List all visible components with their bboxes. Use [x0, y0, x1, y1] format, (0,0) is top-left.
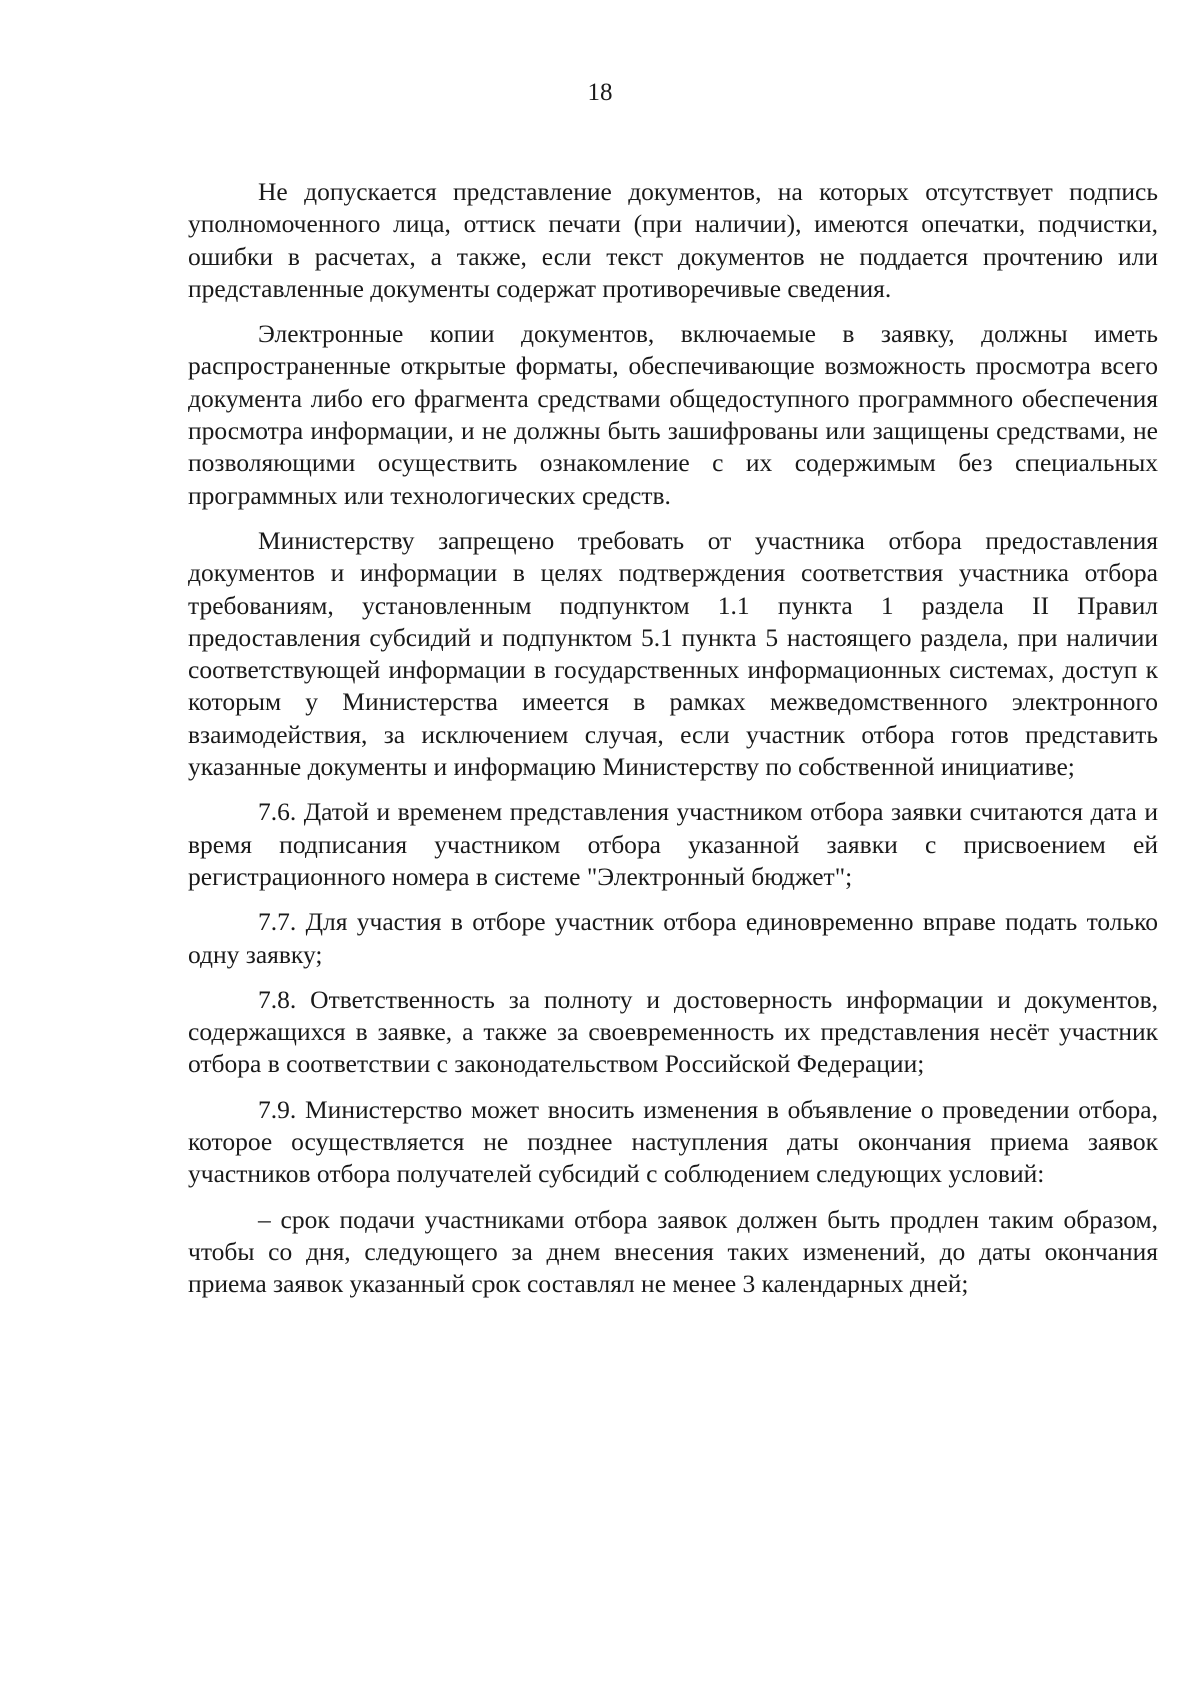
paragraph-7-7: 7.7. Для участия в отборе участник отбора единовременно вправе подать только одну заявку;	[188, 907, 1158, 969]
paragraph-electronic-copies: Электронные копии документов, включаемые в заявку, должны иметь распространенные открытые форматы, обеспечивающие возможность просмотра всего документа либо его фрагмента средствами общедоступного программного обеспечения просмотра информации, и не должны быть зашифрованы или защищены средствами, не позволяющими осуществить ознакомление с их содержимым без специальных программных или технологических средств.	[188, 319, 1158, 510]
paragraph-ministry-prohibition: Министерству запрещено требовать от участника отбора предоставления документов и информации в целях подтверждения соответствия участника отбора требованиям, установленным подпунктом 1.1 пункта 1 раздела II Правил предоставления субсидий и подпунктом 5.1 пункта 5 настоящего раздела, при наличии соответствующей информации в государственных информационных системах, доступ к которым у Министерства имеется в рамках межведомственного электронного взаимодействия, за исключением случая, если участник отбора готов представить указанные документы и информацию Министерству по собственной инициативе;	[188, 525, 1158, 782]
paragraph-signature-requirements: Не допускается представление документов, на которых отсутствует подпись уполномоченного лица, оттиск печати (при наличии), имеются опечатки, подчистки, ошибки в расчетах, а также, если текст документов не поддается прочтению или представленные документы содержат противоречивые сведения.	[188, 177, 1158, 303]
paragraph-7-6: 7.6. Датой и временем представления участником отбора заявки считаются дата и время подписания участником отбора указанной заявки с присвоением ей регистрационного номера в системе "Электронный бюджет";	[188, 797, 1158, 891]
page-number: 18	[587, 79, 613, 106]
list-item-deadline-extension: – срок подачи участниками отбора заявок должен быть продлен таким образом, чтобы со дня, следующего за днем внесения таких изменений, до даты окончания приема заявок указанный срок составлял не менее 3 календарных дней;	[188, 1204, 1158, 1299]
paragraph-7-9: 7.9. Министерство может вносить изменения в объявление о проведении отбора, которое осуществляется не позднее наступления даты окончания приема заявок участников отбора получателей субсидий с соблюдением следующих условий:	[188, 1094, 1158, 1189]
document-body	[188, 176, 1158, 1314]
paragraph-7-8: 7.8. Ответственность за полноту и достоверность информации и документов, содержащихся в заявке, а также за своевременность их представления несёт участник отбора в соответствии с законодательством Российской Федерации;	[188, 984, 1158, 1079]
